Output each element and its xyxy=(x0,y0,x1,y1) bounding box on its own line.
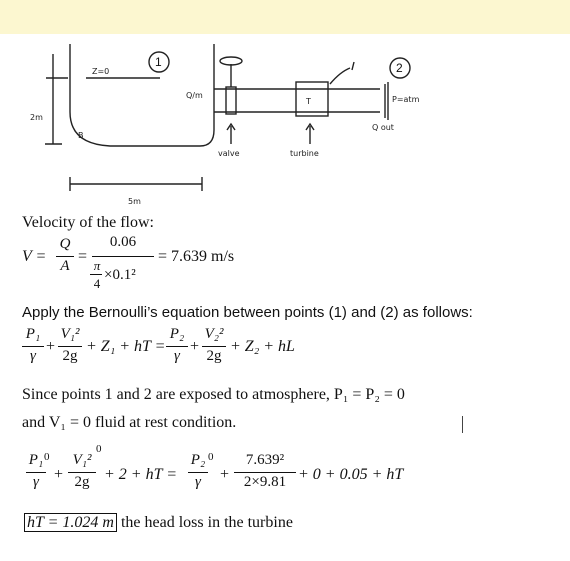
text-cursor xyxy=(462,416,463,433)
num-gamma2: γ xyxy=(195,474,201,490)
turbine-box xyxy=(296,82,328,116)
point1-label: 1 xyxy=(155,55,162,69)
point2-label: 2 xyxy=(396,61,403,75)
bern-v2sq: V₂² xyxy=(204,326,224,342)
since-line2: and V₁ = 0 fluid at rest condition. xyxy=(22,414,237,431)
velocity-frac1-bar xyxy=(56,256,74,257)
bern-mid2: + Z₂ + hL xyxy=(230,338,295,355)
num-zero3: 0 xyxy=(208,451,214,463)
num-bar1 xyxy=(26,472,46,473)
num-plus1: + xyxy=(54,466,64,483)
num-gamma1: γ xyxy=(33,474,39,490)
top-highlight-band xyxy=(0,0,570,34)
velocity-heading: Velocity of the flow: xyxy=(22,214,154,231)
reservoir-label: B xyxy=(78,131,84,140)
flow-label: Q/m xyxy=(186,91,203,100)
num-bar4 xyxy=(234,472,296,473)
height-label: 2m xyxy=(30,113,43,122)
answer-text: the head loss in the turbine xyxy=(120,514,293,531)
bern-bar4 xyxy=(202,346,226,347)
bern-gamma2: γ xyxy=(174,348,180,364)
num-mid: + 2 + hT = xyxy=(104,466,177,483)
velocity-equals: = xyxy=(78,248,88,265)
velocity-num: 0.06 xyxy=(109,234,137,250)
since-line1: Since points 1 and 2 are exposed to atmosphere, P₁ = P₂ = 0 xyxy=(22,386,405,403)
num-2g: 2g xyxy=(74,474,90,490)
num-num2: 7.639² xyxy=(245,452,285,468)
answer-row xyxy=(24,514,293,532)
system-sketch xyxy=(0,34,570,214)
patm-label: P=atm xyxy=(392,95,420,104)
width-label: 5m xyxy=(128,197,141,206)
velocity-four: 4 xyxy=(93,276,101,291)
bern-plus2: + xyxy=(190,338,200,355)
turbine-label: turbine xyxy=(290,149,319,158)
num-zero1: 0 xyxy=(44,451,50,463)
bern-bar2 xyxy=(58,346,82,347)
bernoulli-heading: Apply the Bernoulli’s equation between points (1) and (2) as follows: xyxy=(22,304,473,321)
velocity-frac2-bar xyxy=(92,256,154,257)
qout-label: Q out xyxy=(372,123,394,132)
z-label: Z=0 xyxy=(92,67,110,76)
bern-p2: P₂ xyxy=(169,326,185,342)
num-plus2: + xyxy=(220,466,230,483)
num-zero2: 0 xyxy=(96,443,102,455)
bern-bar3 xyxy=(166,346,188,347)
velocity-dia: ×0.1² xyxy=(104,267,136,283)
bern-gamma1: γ xyxy=(30,348,36,364)
velocity-lhs: V = xyxy=(22,248,47,265)
bern-2g1: 2g xyxy=(62,348,78,364)
turbine-box-label: T xyxy=(306,97,311,106)
num-den2: 2×9.81 xyxy=(243,474,287,490)
num-bar3 xyxy=(188,472,208,473)
velocity-q: Q xyxy=(59,236,71,252)
bern-mid1: + Z₁ + hT = xyxy=(86,338,166,355)
num-v1: V₁² xyxy=(72,452,92,468)
num-bar2 xyxy=(68,472,96,473)
velocity-a: A xyxy=(60,258,70,274)
num-p2: P₂ xyxy=(190,452,206,468)
bern-2g2: 2g xyxy=(206,348,222,364)
valve-handle xyxy=(220,57,242,65)
bern-bar1 xyxy=(22,346,44,347)
valve-label: valve xyxy=(218,149,240,158)
bern-v1sq: V₁² xyxy=(60,326,80,342)
velocity-pi: π xyxy=(93,258,101,273)
bern-p1: P₁ xyxy=(25,326,41,342)
num-tail: + 0 + 0.05 + hT xyxy=(298,466,404,483)
outlet-marks xyxy=(385,82,388,120)
velocity-pi-bar xyxy=(90,274,102,275)
answer-boxed: hT = 1.024 m xyxy=(24,513,117,532)
velocity-result: = 7.639 m/s xyxy=(158,248,235,265)
num-p1: P₁ xyxy=(28,452,44,468)
turbine-shaft xyxy=(330,62,354,84)
bern-plus1: + xyxy=(46,338,56,355)
valve-body xyxy=(226,87,236,114)
